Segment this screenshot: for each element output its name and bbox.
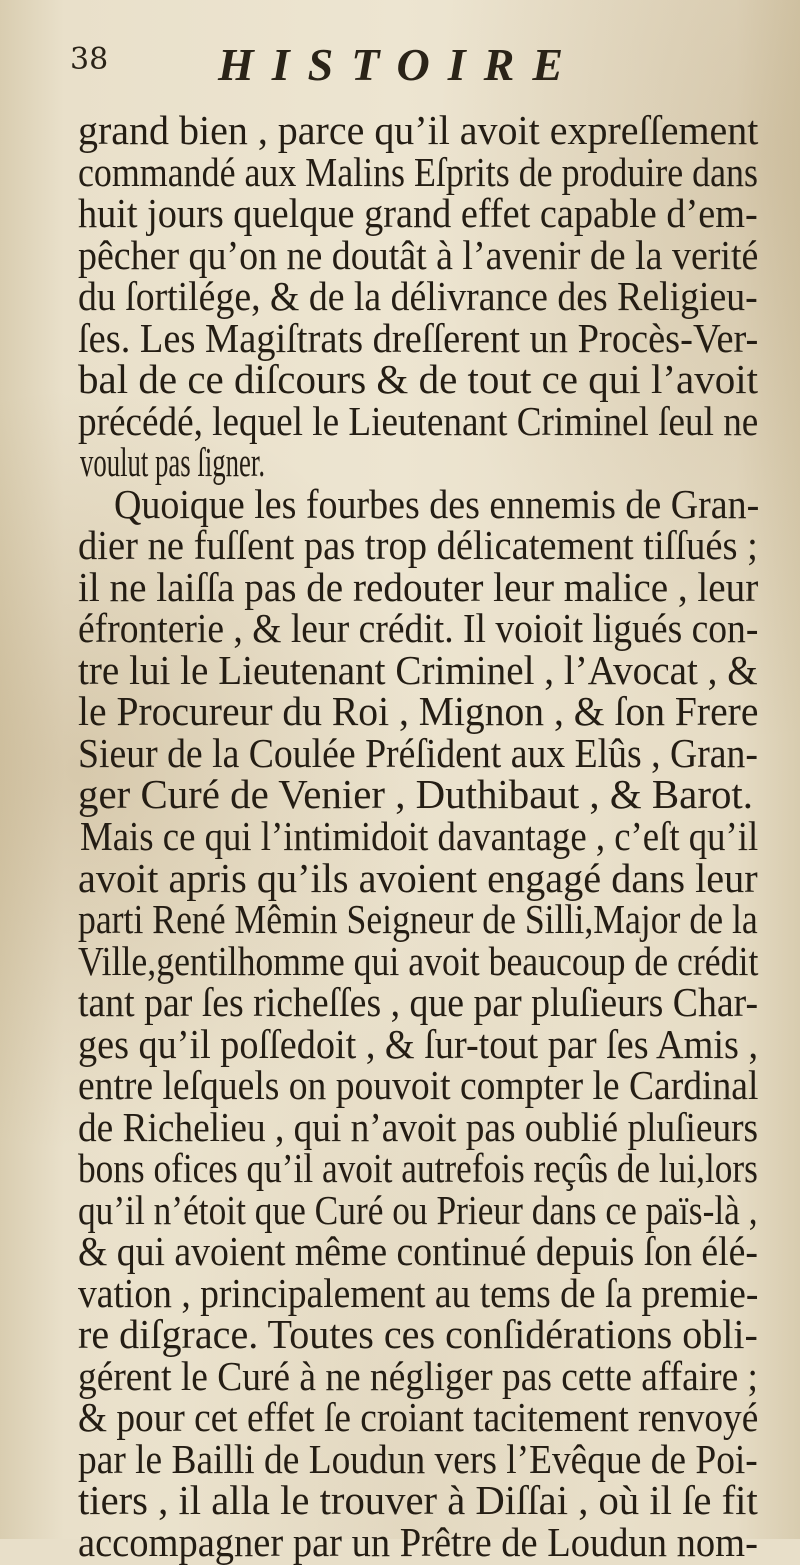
text-line: commandé aux Malins Eſprits de produire dans [78,149,758,195]
text-line: de Richelieu , qui n’avoit pas oublié pluſieurs [78,1104,759,1150]
text-line: Ville,gentilhomme qui avoit beaucoup de crédit [78,938,759,984]
text-line: éfronterie , & leur crédit. Il voioit ligués con- [78,605,759,651]
text-line: ſes. Les Magiſtrats dreſſerent un Procès-Ver- [78,315,759,361]
text-line: avoit apris qu’ils avoient engagé dans leur [78,855,758,901]
text-line: parti René Mêmin Seigneur de Silli,Major de la [78,896,758,942]
text-line: tant par ſes richeſſes , que par pluſieurs Char- [78,979,759,1025]
text-line: ges qu’il poſſedoit , & ſur-tout par ſes Amis , [78,1021,759,1067]
text-line: précédé, lequel le Lieutenant Criminel ſeul ne [78,398,759,444]
text-line: pêcher qu’on ne doutât à l’avenir de la verité [78,232,759,278]
text-line: qu’il n’étoit que Curé ou Prieur dans ce païs-là , [78,1187,758,1233]
text-line: huit jours quelque grand effet capable d’em- [78,190,758,236]
text-line: Sieur de la Coulée Préſident aux Elûs , Gran- [78,730,758,776]
text-line: ger Curé de Venier , Duthibaut , & Barot. [78,771,753,817]
text-line: voulut pas ſigner. [80,439,266,485]
text-line: bons ofices qu’il avoit autrefois reçûs de lui,lors [78,1145,758,1191]
text-line: gérent le Curé à ne négliger pas cette affaire ; [78,1353,758,1399]
text-line: Mais ce qui l’intimidoit davantage , c’eſt qu’il [80,813,759,859]
text-line: bal de ce diſcours & de tout ce qui l’avoit [78,356,759,402]
text-line: il ne laiſſa pas de redouter leur malice , leur [78,564,759,610]
running-title: HISTOIRE [218,39,582,90]
text-line: & pour cet effet ſe croiant tacitement renvoyé [78,1394,759,1440]
text-line: vation , principalement au tems de ſa premie- [78,1270,759,1316]
text-line: du ſortilége, & de la délivrance des Religieu- [78,273,758,319]
text-line: le Procureur du Roi , Mignon , & ſon Frere [78,688,759,734]
text-line: Quoique les fourbes des ennemis de Gran- [114,481,760,527]
text-line: dier ne fuſſent pas trop délicatement tiſſués ; [78,522,758,568]
text-line: grand bien , parce qu’il avoit expreſſement [78,107,759,153]
text-line: par le Bailli de Loudun vers l’Evêque de Poi- [78,1436,758,1482]
text-line: tiers , il alla le trouver à Diſſai , où il ſe fit [78,1477,758,1523]
text-line: re diſgrace. Toutes ces conſidérations obli- [78,1311,758,1357]
text-line: & qui avoient même continué depuis ſon élé- [78,1228,758,1274]
text-line: entre leſquels on pouvoit compter le Cardinal [78,1062,759,1108]
text-line: accompagner par un Prêtre de Loudun nom- [78,1519,758,1565]
page-number: 38 [70,42,109,77]
text-line: tre lui le Lieutenant Criminel , l’Avocat , & [78,647,758,693]
